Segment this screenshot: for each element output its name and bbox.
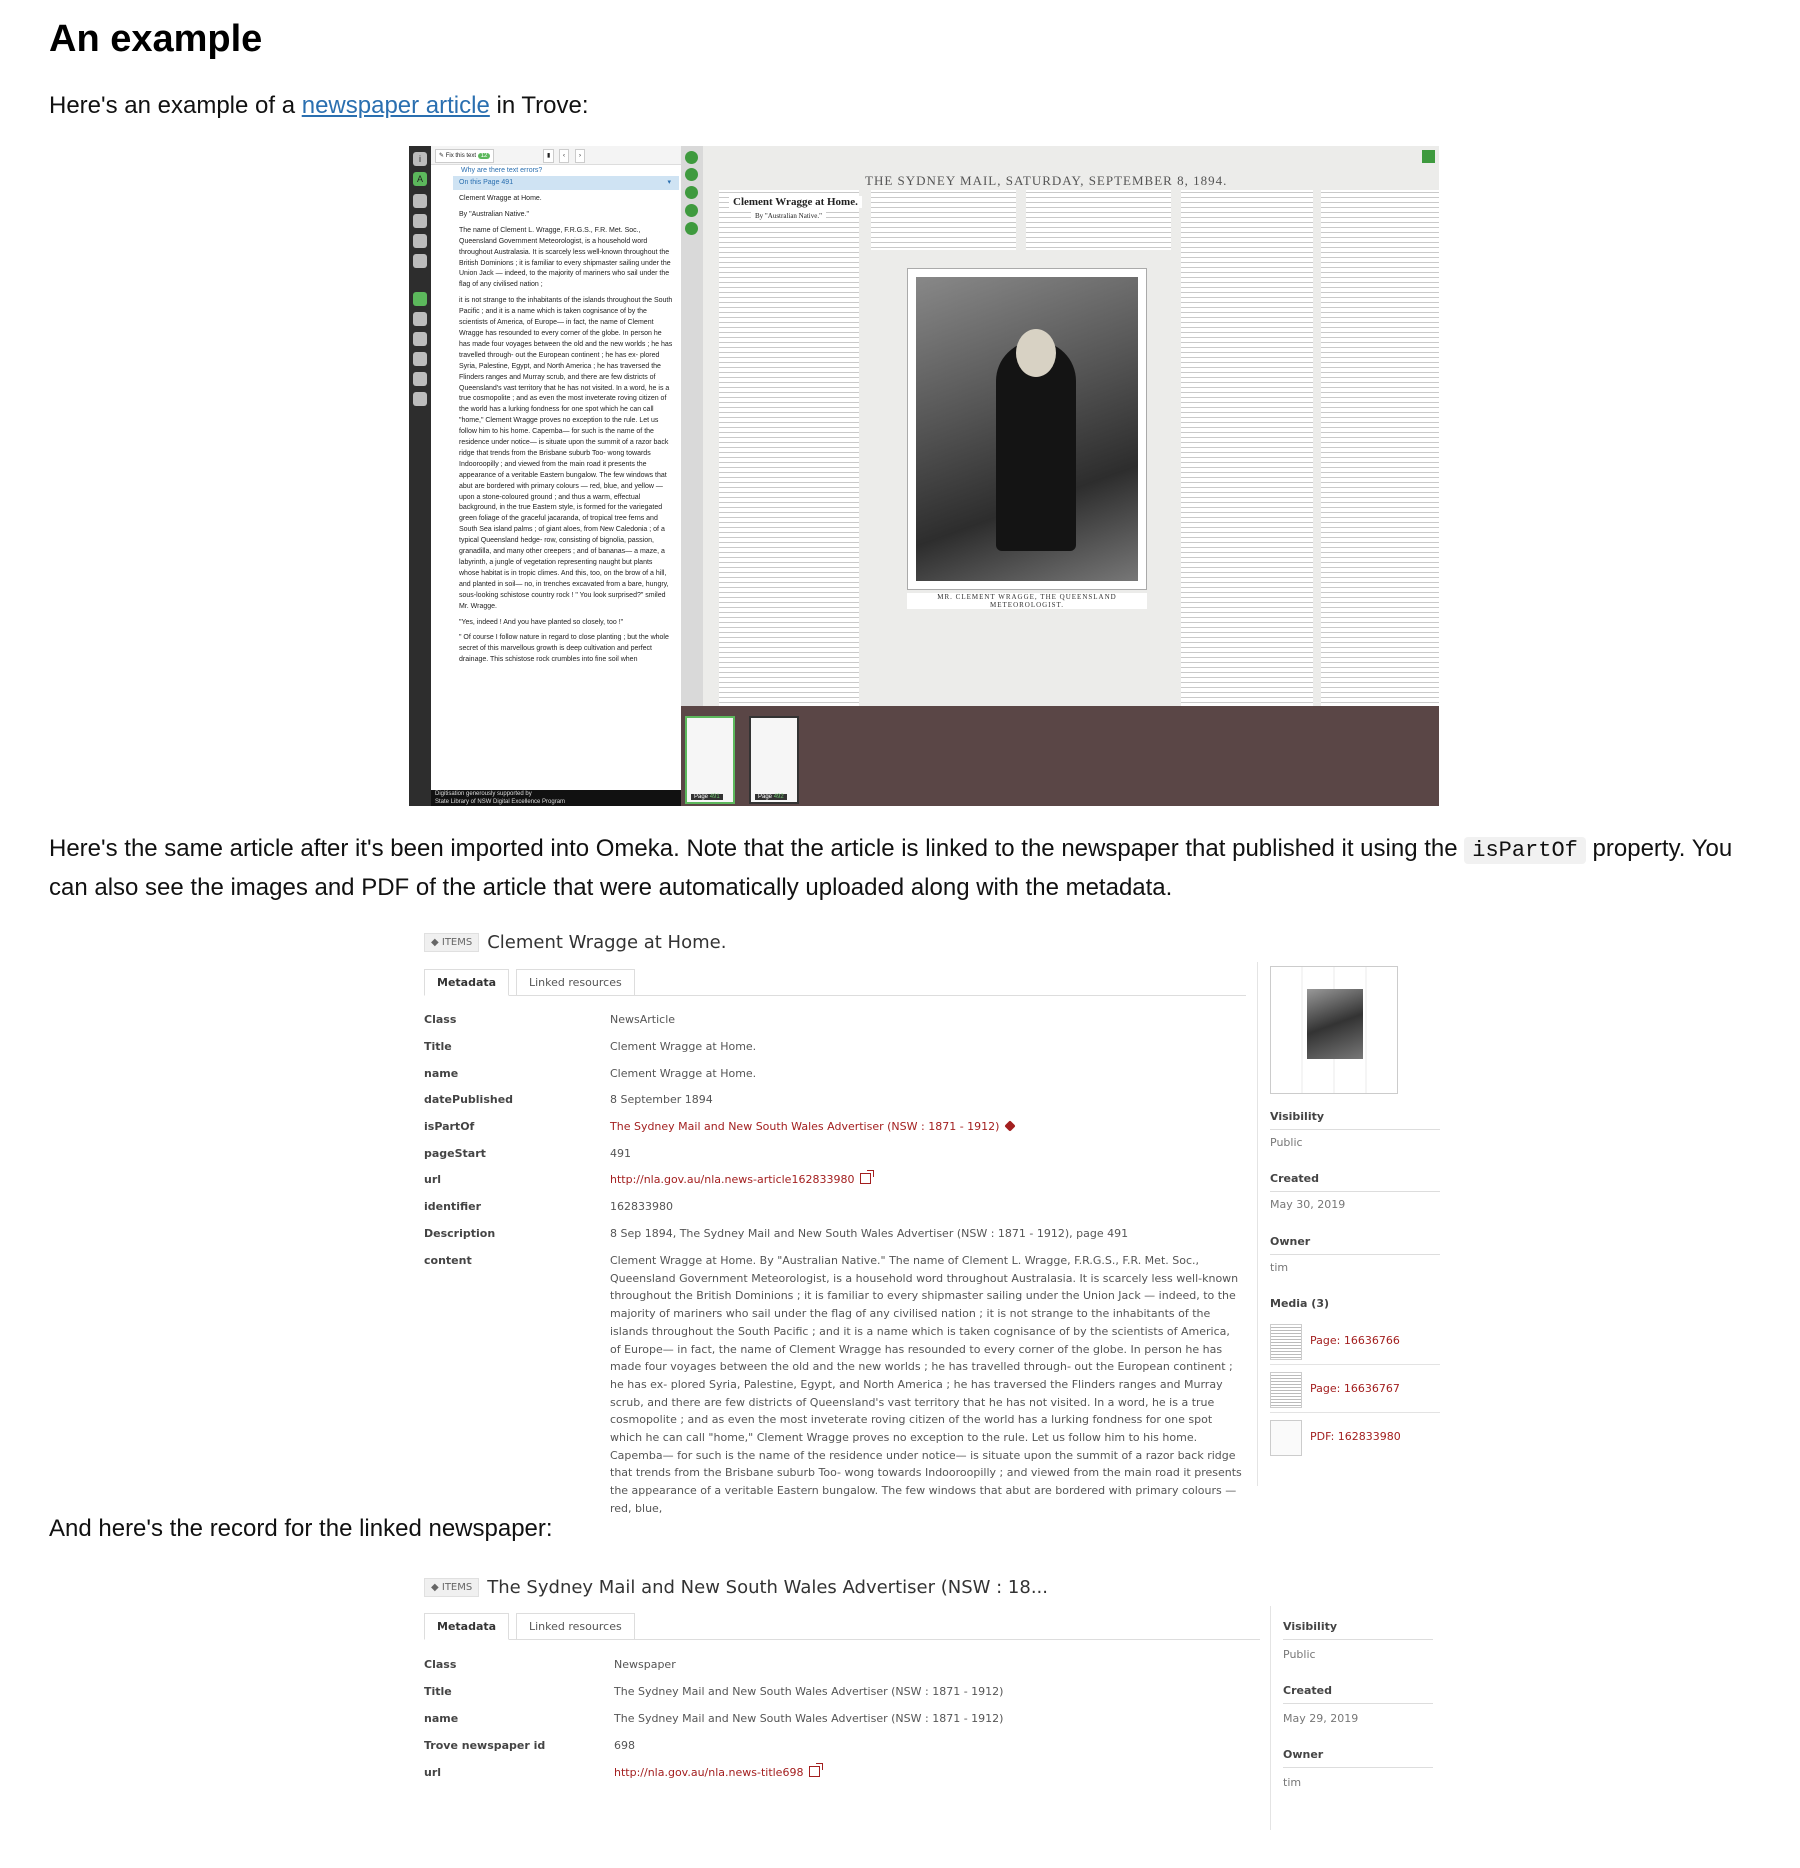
zoom-in-icon[interactable] bbox=[685, 151, 698, 164]
pdf-icon bbox=[1270, 1420, 1302, 1456]
viewer-tools bbox=[681, 146, 703, 706]
item-tabs bbox=[424, 1613, 1260, 1640]
newspaper-column bbox=[1321, 190, 1439, 706]
article-byline: By "Australian Native." bbox=[751, 212, 826, 220]
owner-value: tim bbox=[1270, 1261, 1289, 1274]
ocr-toolbar bbox=[431, 146, 681, 165]
newspaper-column bbox=[1181, 190, 1313, 706]
media-thumbnail bbox=[1270, 1372, 1302, 1408]
item-sidebar bbox=[1257, 962, 1440, 1486]
item-title-bar bbox=[424, 932, 726, 953]
trove-screenshot bbox=[409, 146, 1439, 806]
media-thumbnail bbox=[1270, 1324, 1302, 1360]
newspaper-column bbox=[871, 190, 1016, 250]
ispartof-link[interactable]: The Sydney Mail and New South Wales Advertiser (NSW : 1871 - 1912) bbox=[610, 1120, 1015, 1133]
media-label: Media (3) bbox=[1270, 1297, 1330, 1310]
fix-count-badge: 12 bbox=[478, 153, 491, 159]
visibility-label: Visibility bbox=[1283, 1620, 1433, 1640]
external-link-icon bbox=[860, 1173, 871, 1184]
ocr-text-panel bbox=[431, 146, 681, 806]
prev-button[interactable]: ‹ bbox=[559, 149, 569, 163]
visibility-label: Visibility bbox=[1270, 1110, 1440, 1130]
external-link-icon bbox=[809, 1766, 820, 1777]
zoom-out-icon[interactable] bbox=[685, 168, 698, 181]
face-shape bbox=[1016, 329, 1056, 377]
text-icon[interactable]: A bbox=[413, 172, 427, 186]
bookmark-icon[interactable] bbox=[413, 312, 427, 326]
newspaper-column bbox=[1026, 190, 1171, 250]
text-errors-link[interactable]: Why are there text errors? bbox=[461, 167, 543, 174]
expand-icon[interactable] bbox=[1422, 150, 1435, 163]
page-thumbnail-strip bbox=[681, 706, 1439, 806]
media-item[interactable]: Page: 16636766 bbox=[1270, 1318, 1440, 1365]
newspaper-viewer[interactable] bbox=[681, 146, 1439, 706]
newspaper-header: THE SYDNEY MAIL, SATURDAY, SEPTEMBER 8, 1894. bbox=[865, 173, 1228, 188]
save-text-button[interactable]: ▮ bbox=[543, 149, 554, 163]
page-thumbnail[interactable]: Page 491 bbox=[685, 716, 735, 804]
photo-image bbox=[916, 277, 1138, 581]
thumbnail-photo bbox=[1307, 989, 1363, 1059]
cite-icon[interactable] bbox=[413, 194, 427, 208]
page-thumbnail[interactable]: Page 492 bbox=[749, 716, 799, 804]
ocr-text: Clement Wragge at Home. By "Australian Native." The name of Clement L. Wragge, F.R.G.S., F.R. Met. Soc., Queensland Government Meteorologist, is a household word throughout Australasia. It is scarcely less well-known throughout the British Dominions ; it is familiar to every shipmaster sailing under the Union Jack — indeed, to the majority of mariners who sail under the flag of any civilised nation ; it is not strange to the inhabitants of the islands throughout the South Pacific ; and it is a name which is taken cognisance of by the scientists of America, of Europe— in fact, the name of Clement Wragge has resounded to every corner of the globe. In person he has made four voyages between the old and the new worlds ; he has travelled through- out the European continent ; he has ex- plored Syria, Palestine, Egypt, and North America ; he has traversed the Flinders ranges and Murray scrub, and there are few districts of Queensland's vast territory that he has not visited. In a word, he is a true cosmopolite ; and as even the most inveterate roving citizen of the world has a lurking fondness for one spot which he can call "home," Clement Wragge proves no exception to the rule. Let us follow him to his home. Capemba— for such is the name of the residence under notice— is situate upon the summit of a razor back ridge that trends from the Brisbane suburb Too- wong towards Indooroopilly ; and viewed from the main road it presents the appearance of a veritable Eastern bungalow. The few windows that abut are bordered with primary colours — red, blue, and yellow —upon a stone-coloured ground ; and thus a warm, effectual background, in the true Eastern style, is formed for the variegated green foliage of the graceful jacaranda, of tropical tree ferns and South Sea island palms ; of giant aloes, from New Caledonia ; of a typical Queensland hedge- row, consisting of bignolia, passion, granadilla, and many other creepers ; and of bananas— a maze, a labyrinth, a jungle of vegetation representing naught but plants whose habitat is in tropic climes. And this, too, on the brow of a hill, and planted in soil— no, in trenches excavated from a bare, hungry, sous-looking schistose country rock ! " You look surprised?" smiled Mr. Wragge. "Yes, indeed ! And you have planted so closely, too !" " Of course I follow nature in regard to close planting ; but the whole secret of this marvellous growth is deep cultivation and perfect drainage. This schistose rock crumbles into fine soil when bbox=[459, 195, 673, 664]
item-tabs bbox=[424, 969, 1246, 996]
owner-value: tim bbox=[1283, 1776, 1302, 1789]
content-value: Clement Wragge at Home. By "Australian Native." The name of Clement L. Wragge, F.R.G.S., F.R. Met. Soc., Queensland Government Meteorologist, is a household word throughout Australasia. It is scarcely less well-known throughout the British Dominions ; it is familiar to every shipmaster sailing under the Union Jack — indeed, to the majority of mariners who sail under the flag of any civilised nation ; it is not strange to the inhabitants of the islands throughout the South Pacific ; and it is a name which is taken cognisance of by the scientists of America, of Europe— in fact, the name of Clement Wragge has resounded to every corner of the globe. In person he has made four voyages between the old and the new worlds ; he has travelled through- out the European continent ; he has ex- plored Syria, Palestine, Egypt, and North America ; he has traversed the Flinders ranges and Murray scrub, and there are few districts of Queensland's vast territory that he has not visited. In a word, he is a true cosmopolite ; and as even the most inveterate roving citizen of the world has a lurking fondness for one spot which he can call "home," Clement Wragge proves no exception to the rule. Let us follow him to his home. Capemba— for such is the name of the residence under notice— is situate upon the summit of a razor back ridge that trends from the Brisbane suburb Too- wong towards Indooroopilly ; and viewed from the main road it presents the appearance of a veritable Eastern bungalow. The few windows that abut are bordered with primary colours — red, blue, bbox=[610, 1254, 1242, 1515]
media-item[interactable]: PDF: 162833980 bbox=[1270, 1414, 1440, 1460]
resource-icon bbox=[1005, 1120, 1016, 1131]
visibility-value: Public bbox=[1283, 1648, 1316, 1661]
zoom-reset-icon[interactable] bbox=[685, 186, 698, 199]
omeka-intro-paragraph: Here's the same article after it's been imported into Omeka. Note that the article is linked to the newspaper that published it using the isPartOf property. You can also see the images and PDF of the article that were automatically uploaded along with the metadata. bbox=[49, 835, 1733, 901]
trove-footer: Digitisation generously supported by State Library of NSW Digital Excellence Program bbox=[431, 790, 681, 806]
intro-paragraph: Here's an example of a newspaper article in Trove: bbox=[49, 92, 589, 119]
page-heading: An example bbox=[49, 18, 263, 60]
print-icon[interactable] bbox=[413, 352, 427, 366]
photo-caption: MR. CLEMENT WRAGGE, THE QUEENSLAND METEOROLOGIST. bbox=[907, 593, 1147, 609]
item-title: The Sydney Mail and New South Wales Advertiser (NSW : 18... bbox=[487, 1577, 1049, 1598]
article-title: Clement Wragge at Home. bbox=[729, 196, 862, 208]
owner-label: Owner bbox=[1283, 1748, 1433, 1768]
item-thumbnail[interactable] bbox=[1270, 966, 1398, 1094]
created-value: May 29, 2019 bbox=[1283, 1712, 1359, 1725]
created-label: Created bbox=[1270, 1172, 1440, 1192]
tab-linked-resources[interactable]: Linked resources bbox=[516, 1613, 635, 1639]
next-button[interactable]: › bbox=[575, 149, 585, 163]
tag-icon[interactable] bbox=[413, 214, 427, 228]
tab-linked-resources[interactable]: Linked resources bbox=[516, 969, 635, 995]
created-value: May 30, 2019 bbox=[1270, 1198, 1346, 1211]
page-articles-dropdown[interactable]: On this Page 491 ▾ bbox=[453, 176, 679, 190]
settings-icon[interactable] bbox=[413, 372, 427, 386]
trove-side-toolbar bbox=[409, 146, 431, 806]
item-title: Clement Wragge at Home. bbox=[487, 932, 727, 953]
media-item[interactable]: Page: 16636767 bbox=[1270, 1366, 1440, 1413]
download-icon[interactable] bbox=[413, 292, 427, 306]
comment-icon[interactable] bbox=[413, 234, 427, 248]
fix-text-button[interactable]: ✎ Fix this text 12 bbox=[435, 149, 494, 163]
newspaper-article-link[interactable]: newspaper article bbox=[301, 92, 490, 119]
tab-metadata[interactable]: Metadata bbox=[424, 1613, 509, 1640]
items-badge: ◆ ITEMS bbox=[424, 933, 479, 952]
list-icon[interactable] bbox=[413, 254, 427, 268]
visibility-value: Public bbox=[1270, 1136, 1303, 1149]
item-sidebar bbox=[1270, 1606, 1441, 1830]
rotate-left-icon[interactable] bbox=[685, 222, 698, 235]
newspaper-intro-paragraph: And here's the record for the linked newspaper: bbox=[49, 1515, 553, 1542]
url-link[interactable]: http://nla.gov.au/nla.news-article162833980 bbox=[610, 1173, 871, 1186]
ispartof-code: isPartOf bbox=[1464, 837, 1586, 864]
items-badge: ◆ ITEMS bbox=[424, 1578, 479, 1597]
rotate-right-icon[interactable] bbox=[685, 204, 698, 217]
share-icon[interactable] bbox=[413, 332, 427, 346]
created-label: Created bbox=[1283, 1684, 1433, 1704]
item-title-bar bbox=[424, 1577, 1048, 1598]
chevron-down-icon: ▾ bbox=[667, 179, 671, 186]
portrait-photo bbox=[907, 268, 1147, 590]
newspaper-column bbox=[719, 190, 859, 706]
url-link[interactable]: http://nla.gov.au/nla.news-title698 bbox=[614, 1766, 820, 1779]
info-icon[interactable]: i bbox=[413, 152, 427, 166]
fullscreen-icon[interactable] bbox=[413, 392, 427, 406]
owner-label: Owner bbox=[1270, 1235, 1440, 1255]
tab-metadata[interactable]: Metadata bbox=[424, 969, 509, 996]
